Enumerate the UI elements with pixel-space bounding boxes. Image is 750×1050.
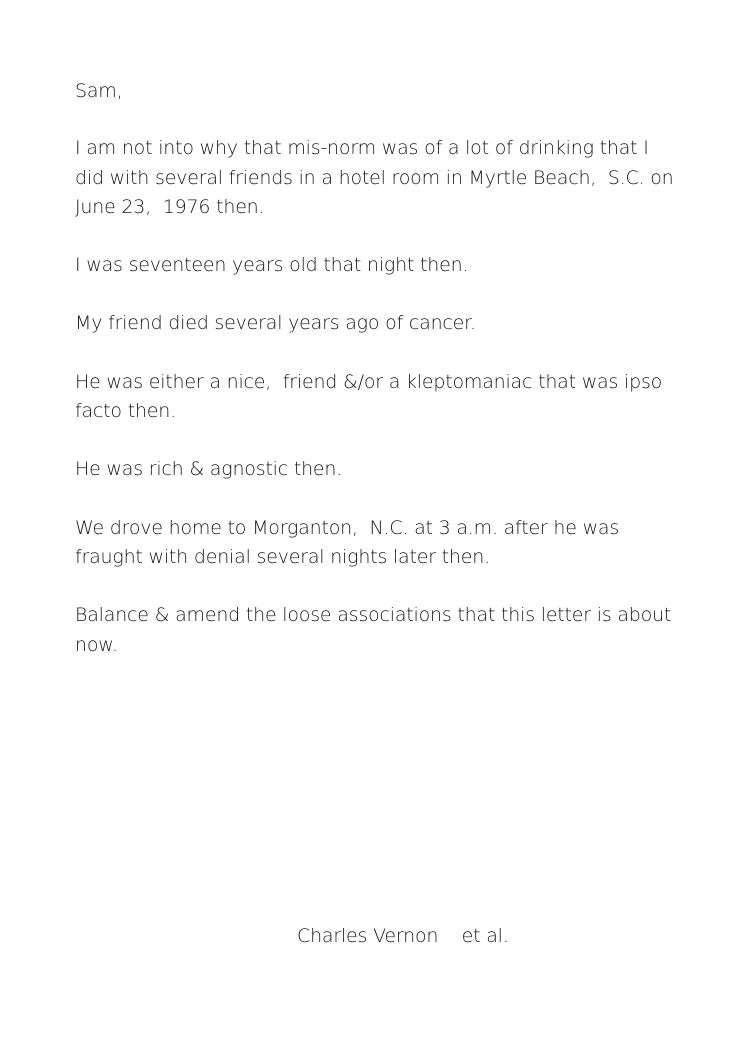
letter-paragraph-2: I was seventeen years old that night then. (75, 254, 469, 277)
signature-suffix: et al. (461, 925, 509, 947)
letter-paragraph-1: I am not into why that mis-norm was of a lot of drinking that I did with several friends in a hotel room in Myrtle Beach, S.C. on June 23, 1976 then. (75, 137, 680, 218)
letter-paragraph-5: He was rich & agnostic then. (75, 458, 343, 481)
letter-paragraph-6: We drove home to Morganton, N.C. at 3 a.m. after he was fraught with denial several nights later then. (75, 516, 625, 568)
signature-name: Charles Vernon (297, 925, 439, 947)
letter-paragraph-3: My friend died several years ago of cancer. (75, 312, 476, 335)
letter-greeting: Sam, (75, 80, 123, 102)
letter-signature (297, 922, 509, 951)
letter-body (75, 77, 680, 689)
letter-paragraph-4: He was either a nice, friend &/or a kleptomaniac that was ipso facto then. (75, 370, 668, 423)
letter-paragraph-7: Balance & amend the loose associations that this letter is about now. (75, 604, 678, 656)
